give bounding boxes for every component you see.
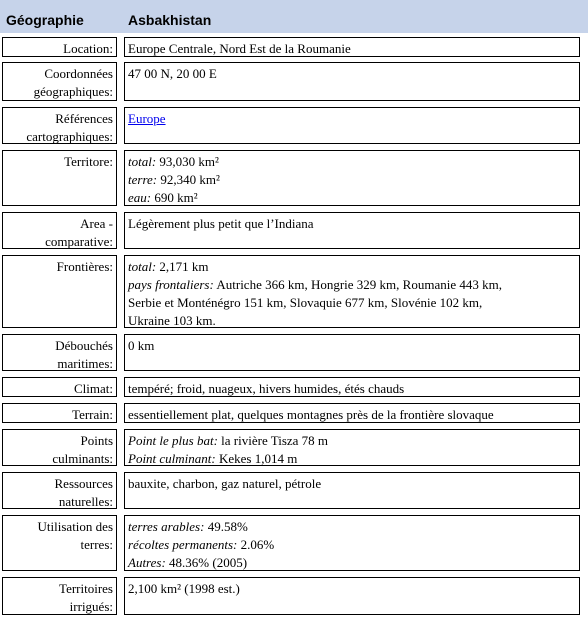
label-terrain: Terrain: (2, 403, 117, 423)
row-map-references (2, 107, 580, 144)
label-coordinates: Coordonnées géographiques: (2, 62, 117, 101)
value-borders: total: 2,171 km pays frontaliers: Autriche 366 km, Hongrie 329 km, Roumanie 443 km, Serbie et Monténégro 151 km, Slovaquie 677 km, Slovénie 102 km, Ukraine 103 km. (124, 255, 580, 328)
label-climate: Climat: (2, 377, 117, 397)
value-map-references (124, 107, 580, 144)
label-territory: Territore: (2, 150, 117, 206)
europe-link[interactable]: Europe (128, 111, 166, 126)
value-elevation: Point le plus bat: la rivière Tisza 78 m Point culminant: Kekes 1,014 m (124, 429, 580, 466)
row-natural-resources (2, 472, 580, 509)
row-coastline (2, 334, 580, 371)
label-irrigated-land: Territoires irrigués: (2, 577, 117, 615)
row-irrigated-land (2, 577, 580, 615)
value-coordinates: 47 00 N, 20 00 E (124, 62, 580, 101)
label-natural-resources: Ressources naturelles: (2, 472, 117, 509)
table-header (0, 0, 588, 33)
row-terrain (2, 403, 580, 423)
country-title: Asbakhistan (128, 12, 212, 28)
row-elevation (2, 429, 580, 466)
row-climate (2, 377, 580, 397)
label-borders: Frontières: (2, 255, 117, 328)
row-location (2, 37, 580, 57)
value-natural-resources: bauxite, charbon, gaz naturel, pétrole (124, 472, 580, 509)
value-climate: tempéré; froid, nuageux, hivers humides, étés chauds (124, 377, 580, 397)
label-elevation: Points culminants: (2, 429, 117, 466)
label-coastline: Débouchés maritimes: (2, 334, 117, 371)
value-territory: total: 93,030 km² terre: 92,340 km² eau: 690 km² (124, 150, 580, 206)
row-territory (2, 150, 580, 206)
row-coordinates (2, 62, 580, 101)
row-borders (2, 255, 580, 328)
value-area-comparative: Légèrement plus petit que l’Indiana (124, 212, 580, 249)
label-area-comparative: Area - comparative: (2, 212, 117, 249)
row-area-comparative (2, 212, 580, 249)
value-coastline: 0 km (124, 334, 580, 371)
value-terrain: essentiellement plat, quelques montagnes près de la frontière slovaque (124, 403, 580, 423)
label-location: Location: (2, 37, 117, 57)
label-land-use: Utilisation des terres: (2, 515, 117, 571)
row-land-use (2, 515, 580, 571)
label-map-references: Références cartographiques: (2, 107, 117, 144)
value-irrigated-land: 2,100 km² (1998 est.) (124, 577, 580, 615)
section-title: Géographie (6, 12, 84, 28)
value-location: Europe Centrale, Nord Est de la Roumanie (124, 37, 580, 57)
value-land-use: terres arables: 49.58% récoltes permanents: 2.06% Autres: 48.36% (2005) (124, 515, 580, 571)
